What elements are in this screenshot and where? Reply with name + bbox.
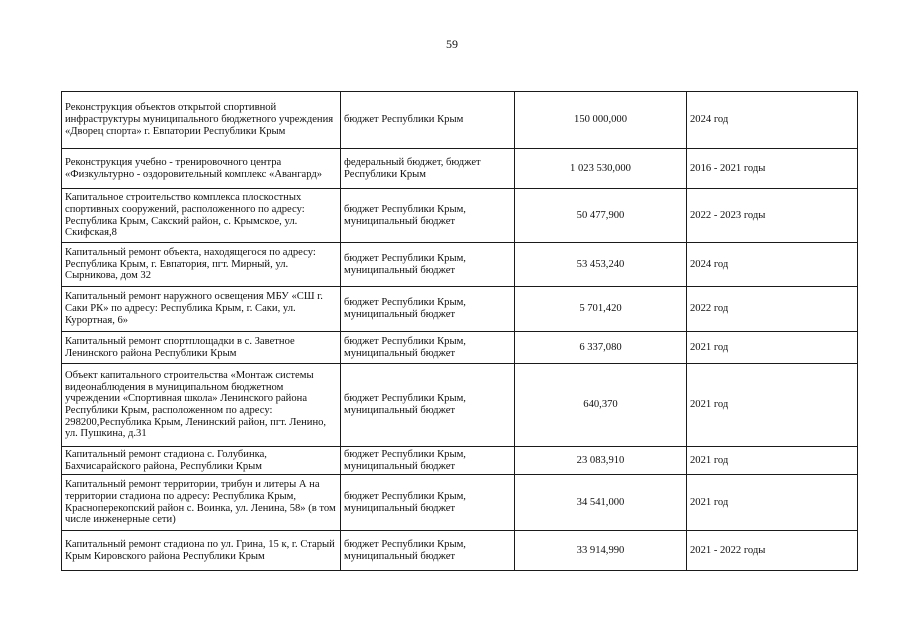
funding-source-cell: федеральный бюджет, бюджет Республики Крым xyxy=(341,149,515,189)
project-name-cell: Капитальное строительство комплекса плоскостных спортивных сооружений, расположенного по адресу: Республика Крым, Сакский район, с. Крымское, ул. Скифская,8 xyxy=(62,189,341,243)
funding-source-cell: бюджет Республики Крым, муниципальный бюджет xyxy=(341,332,515,364)
funding-source-cell: бюджет Республики Крым, муниципальный бюджет xyxy=(341,243,515,287)
table-row xyxy=(62,332,858,364)
table-row xyxy=(62,287,858,332)
amount-cell: 50 477,900 xyxy=(515,189,687,243)
project-name-cell: Капитальный ремонт наружного освещения МБУ «СШ г. Саки РК» по адресу: Республика Крым, г. Саки, ул. Курортная, 6» xyxy=(62,287,341,332)
period-cell: 2024 год xyxy=(687,243,858,287)
table-row xyxy=(62,189,858,243)
funding-source-cell: бюджет Республики Крым, муниципальный бюджет xyxy=(341,447,515,475)
amount-cell: 53 453,240 xyxy=(515,243,687,287)
funding-source-cell: бюджет Республики Крым, муниципальный бюджет xyxy=(341,475,515,531)
funding-source-cell: бюджет Республики Крым, муниципальный бюджет xyxy=(341,364,515,447)
period-cell: 2022 - 2023 годы xyxy=(687,189,858,243)
table-row xyxy=(62,475,858,531)
funding-source-cell: бюджет Республики Крым, муниципальный бюджет xyxy=(341,531,515,571)
period-cell: 2021 год xyxy=(687,447,858,475)
project-name-cell: Капитальный ремонт стадиона с. Голубинка, Бахчисарайского района, Республики Крым xyxy=(62,447,341,475)
table-row xyxy=(62,92,858,149)
funding-source-cell: бюджет Республики Крым xyxy=(341,92,515,149)
table-row xyxy=(62,531,858,571)
project-name-cell: Капитальный ремонт стадиона по ул. Грина, 15 к, г. Старый Крым Кировского района Республики Крым xyxy=(62,531,341,571)
period-cell: 2024 год xyxy=(687,92,858,149)
period-cell: 2016 - 2021 годы xyxy=(687,149,858,189)
project-name-cell: Объект капитального строительства «Монтаж системы видеонаблюдения в муниципальном бюджетном учреждении «Спортивная школа» Ленинского района Республики Крым, расположенном по адресу: 298200,Республика Крым, Ленинский район, пгт. Ленино, ул. Пушкина, д.31 xyxy=(62,364,341,447)
funding-source-cell: бюджет Республики Крым, муниципальный бюджет xyxy=(341,189,515,243)
amount-cell: 23 083,910 xyxy=(515,447,687,475)
amount-cell: 33 914,990 xyxy=(515,531,687,571)
page-number: 59 xyxy=(446,37,458,51)
amount-cell: 1 023 530,000 xyxy=(515,149,687,189)
period-cell: 2021 год xyxy=(687,332,858,364)
project-name-cell: Капитальный ремонт территории, трибун и литеры А на территории стадиона по адресу: Республика Крым, Красноперекопский район с. Воинка, ул. Ленина, 58» (в том числе инженерные сети) xyxy=(62,475,341,531)
amount-cell: 6 337,080 xyxy=(515,332,687,364)
projects-table xyxy=(61,91,858,571)
period-cell: 2022 год xyxy=(687,287,858,332)
amount-cell: 640,370 xyxy=(515,364,687,447)
amount-cell: 5 701,420 xyxy=(515,287,687,332)
period-cell: 2021 год xyxy=(687,364,858,447)
period-cell: 2021 - 2022 годы xyxy=(687,531,858,571)
project-name-cell: Реконструкция объектов открытой спортивной инфраструктуры муниципального бюджетного учреждения «Дворец спорта» г. Евпатории Республики Крым xyxy=(62,92,341,149)
table-row xyxy=(62,149,858,189)
amount-cell: 34 541,000 xyxy=(515,475,687,531)
amount-cell: 150 000,000 xyxy=(515,92,687,149)
project-name-cell: Капитальный ремонт спортплощадки в с. Заветное Ленинского района Республики Крым xyxy=(62,332,341,364)
project-name-cell: Реконструкция учебно - тренировочного центра «Физкультурно - оздоровительный комплекс «Авангард» xyxy=(62,149,341,189)
table-row xyxy=(62,364,858,447)
period-cell: 2021 год xyxy=(687,475,858,531)
table-row xyxy=(62,243,858,287)
project-name-cell: Капитальный ремонт объекта, находящегося по адресу: Республика Крым, г. Евпатория, пгт. Мирный, ул. Сырникова, дом 32 xyxy=(62,243,341,287)
funding-source-cell: бюджет Республики Крым, муниципальный бюджет xyxy=(341,287,515,332)
table-row xyxy=(62,447,858,475)
